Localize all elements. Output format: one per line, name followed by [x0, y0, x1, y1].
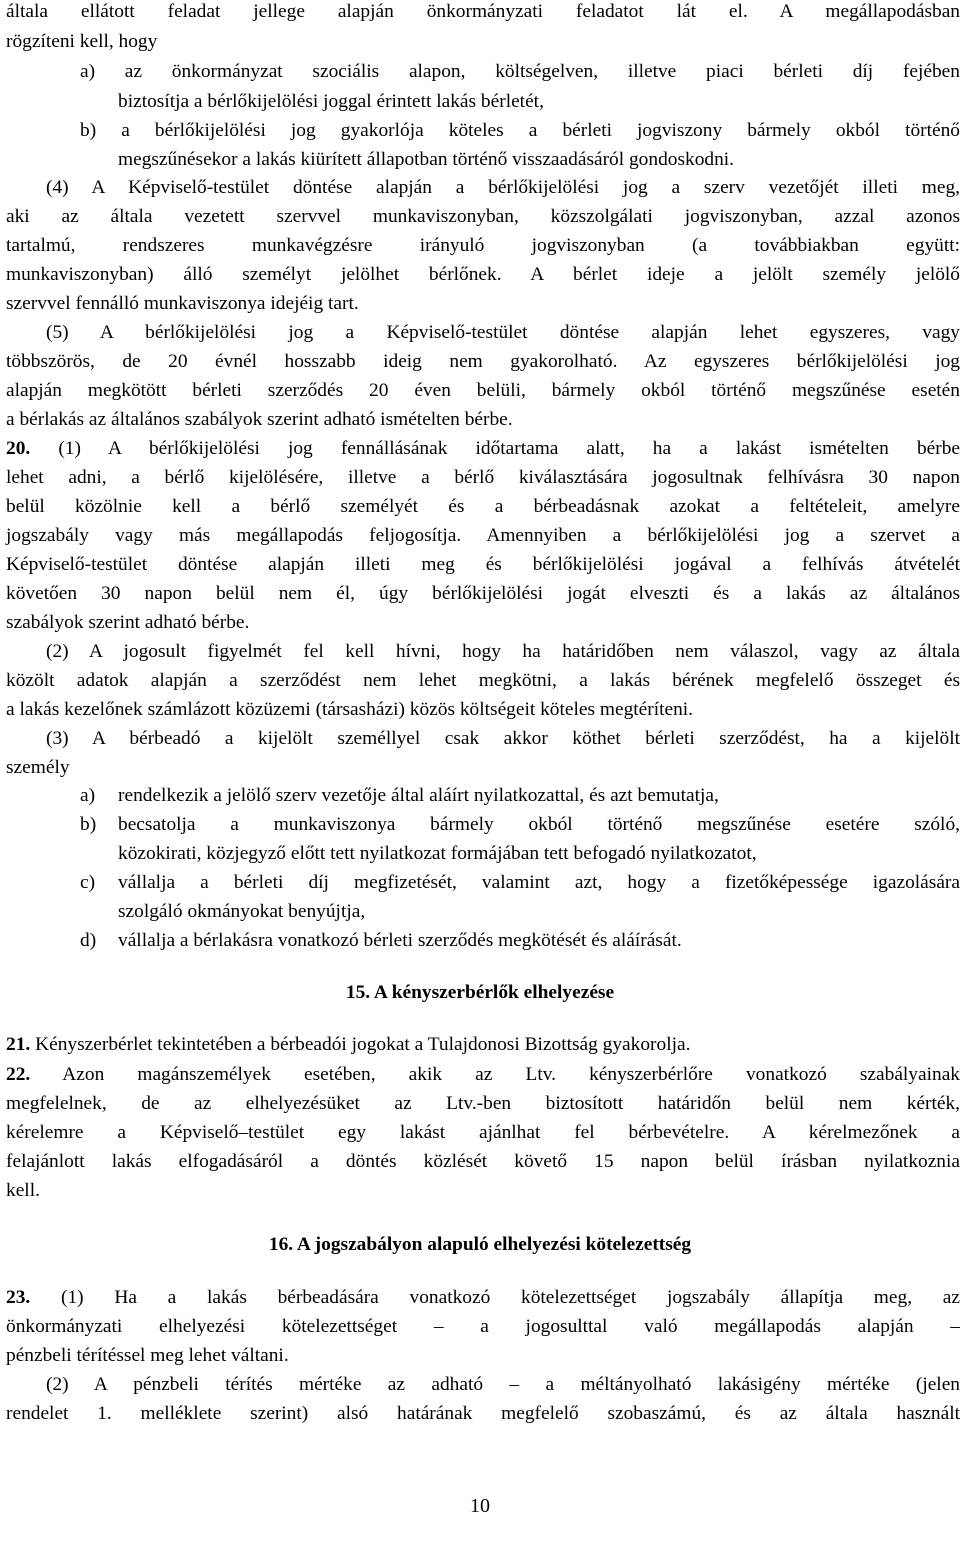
section-number: 23. — [6, 1287, 31, 1308]
list-item-d: vállalja a bérlakásra vonatkozó bérleti szerződés megkötését és aláírását. — [118, 930, 682, 951]
text-line: Képviselő-testület döntése alapján illeti meg és bérlőkijelölési jogával a felhívás átvételét — [6, 554, 960, 575]
section-number: 21. — [6, 1034, 31, 1055]
text-line: szolgáló okmányokat benyújtja, — [118, 901, 366, 922]
text-line: lehet adni, a bérlő kijelölésére, illetve a bérlő kiválasztására jogosultnak felhívásra 30 napon — [6, 467, 960, 488]
text-line: belül közölnie kell a bérlő személyét és a bérbeadásnak azokat a feltételeit, amelyre — [6, 496, 960, 517]
section-number: 22. — [6, 1064, 31, 1085]
text-line: aki az általa vezetett szervvel munkaviszonyban, közszolgálati jogviszonyban, azzal azonos — [6, 206, 960, 227]
section-21 — [6, 1033, 960, 1057]
text-line: Kényszerbérlet tekintetében a bérbeadói jogokat a Tulajdonosi Bizottság gyakorolja. — [30, 1034, 691, 1055]
section-number: 20. — [6, 438, 31, 459]
text-line: általa ellátott feladat jellege alapján önkormányzati feladatot lát el. A megállapodásban — [6, 1, 960, 22]
text-line: közokirati, közjegyző előtt tett nyilatkozat formájában tett befogadó nyilatkozatot, — [118, 843, 757, 864]
page-number: 10 — [470, 1495, 490, 1517]
list-label-a: a) — [80, 785, 96, 806]
list-item-a: rendelkezik a jelölő szerv vezetője által aláírt nyilatkozattal, és azt bemutatja, — [118, 785, 719, 806]
text-line: kérelemre a Képviselő–testület egy lakást ajánlhat fel bérbevételre. A kérelmezőnek a — [6, 1122, 960, 1143]
text-line: kell. — [6, 1180, 40, 1201]
text-line: (1) Ha a lakás bérbeadására vonatkozó kötelezettséget jogszabály állapítja meg, az — [30, 1287, 960, 1308]
text-line: munkaviszonyban) álló személyt jelölhet bérlőnek. A bérlet ideje a jelölt személy jelölő — [6, 264, 960, 285]
list-label-c: c) — [80, 872, 96, 893]
text-line: pénzbeli térítéssel meg lehet váltani. — [6, 1345, 289, 1366]
paragraph-2: (2) A pénzbeli térítés mértéke az adható – a méltányolható lakásigény mértéke (jelen — [46, 1374, 960, 1395]
section-23 — [6, 1286, 960, 1310]
text-line: önkormányzati elhelyezési kötelezettséget – a jogosulttal való megállapodás alapján – — [6, 1316, 960, 1337]
list-item-a: a) az önkormányzat szociális alapon, költségelven, illetve piaci bérleti díj fejében — [80, 61, 960, 82]
text-line: (1) A bérlőkijelölési jog fennállásának időtartama alatt, ha a lakást ismételten bérbe — [30, 438, 960, 459]
list-label-b: b) — [80, 814, 97, 835]
text-line: alapján megkötött bérleti szerződés 20 éven belüli, bármely okból történő megszűnése esetén — [6, 380, 960, 401]
text-line: Azon magánszemélyek esetében, akik az Ltv. kényszerbérlőre vonatkozó szabályainak — [30, 1064, 960, 1085]
text-line: rendelet 1. melléklete szerint) alsó határának megfelelő szobaszámú, és az általa használt — [6, 1403, 960, 1424]
list-label-d: d) — [80, 930, 97, 951]
text-line: biztosítja a bérlőkijelölési joggal érintett lakás bérletét, — [118, 91, 544, 112]
list-item-b: becsatolja a munkaviszonya bármely okból történő megszűnése esetére szóló, — [118, 814, 960, 835]
paragraph-5: (5) A bérlőkijelölési jog a Képviselő-testület döntése alapján lehet egyszeres, vagy — [46, 322, 960, 343]
paragraph-3: (3) A bérbeadó a kijelölt személlyel csak akkor köthet bérleti szerződést, ha a kijelölt — [46, 728, 960, 749]
text-line: a bérlakás az általános szabályok szerint adható ismételten bérbe. — [6, 409, 513, 430]
section-heading-15: 15. A kényszerbérlők elhelyezése — [345, 982, 615, 1003]
text-line: többszörös, de 20 évnél hosszabb ideig nem gyakorolható. Az egyszeres bérlőkijelölési jog — [6, 351, 960, 372]
text-line: rögzíteni kell, hogy — [6, 31, 158, 52]
text-line: személy — [6, 757, 70, 778]
text-line: közölt adatok alapján a szerződést nem lehet megkötni, a lakás bérének megfelelő összeget és — [6, 670, 960, 691]
text-line: szabályok szerint adható bérbe. — [6, 612, 250, 633]
list-item-b: b) a bérlőkijelölési jog gyakorlója köteles a bérleti jogviszony bármely okból történő — [80, 120, 960, 141]
text-line: megszűnésekor a lakás kiürített állapotban történő visszaadásáról gondoskodni. — [118, 149, 735, 170]
text-line: jogszabály vagy más megállapodás feljogosítja. Amennyiben a bérlőkijelölési jog a szervet a — [6, 525, 960, 546]
text-line: szervvel fennálló munkaviszonya idejéig tart. — [6, 293, 359, 314]
text-line: tartalmú, rendszeres munkavégzésre irányuló jogviszonyban (a továbbiakban együtt: — [6, 235, 960, 256]
list-item-c: vállalja a bérleti díj megfizetését, valamint azt, hogy a fizetőképessége igazolására — [118, 872, 960, 893]
section-22 — [6, 1063, 960, 1087]
text-line: megfelelnek, de az elhelyezésüket az Ltv.-ben biztosított határidőn belül nem kérték, — [6, 1093, 960, 1114]
text-line: a lakás kezelőnek számlázott közüzemi (társasházi) közös költségeit köteles megtéríteni. — [6, 699, 694, 720]
paragraph-2: (2) A jogosult figyelmét fel kell hívni, hogy ha határidőben nem válaszol, vagy az általa — [46, 641, 960, 662]
text-line: felajánlott lakás elfogadásáról a döntés közlését követő 15 napon belül írásban nyilatkoznia — [6, 1151, 960, 1172]
section-20 — [6, 437, 960, 461]
text-line: követően 30 napon belül nem él, úgy bérlőkijelölési jogát elveszti és a lakás az általános — [6, 583, 960, 604]
section-heading-16: 16. A jogszabályon alapuló elhelyezési kötelezettség — [268, 1234, 692, 1255]
paragraph-4: (4) A Képviselő-testület döntése alapján a bérlőkijelölési jog a szerv vezetőjét illeti meg, — [46, 177, 960, 198]
